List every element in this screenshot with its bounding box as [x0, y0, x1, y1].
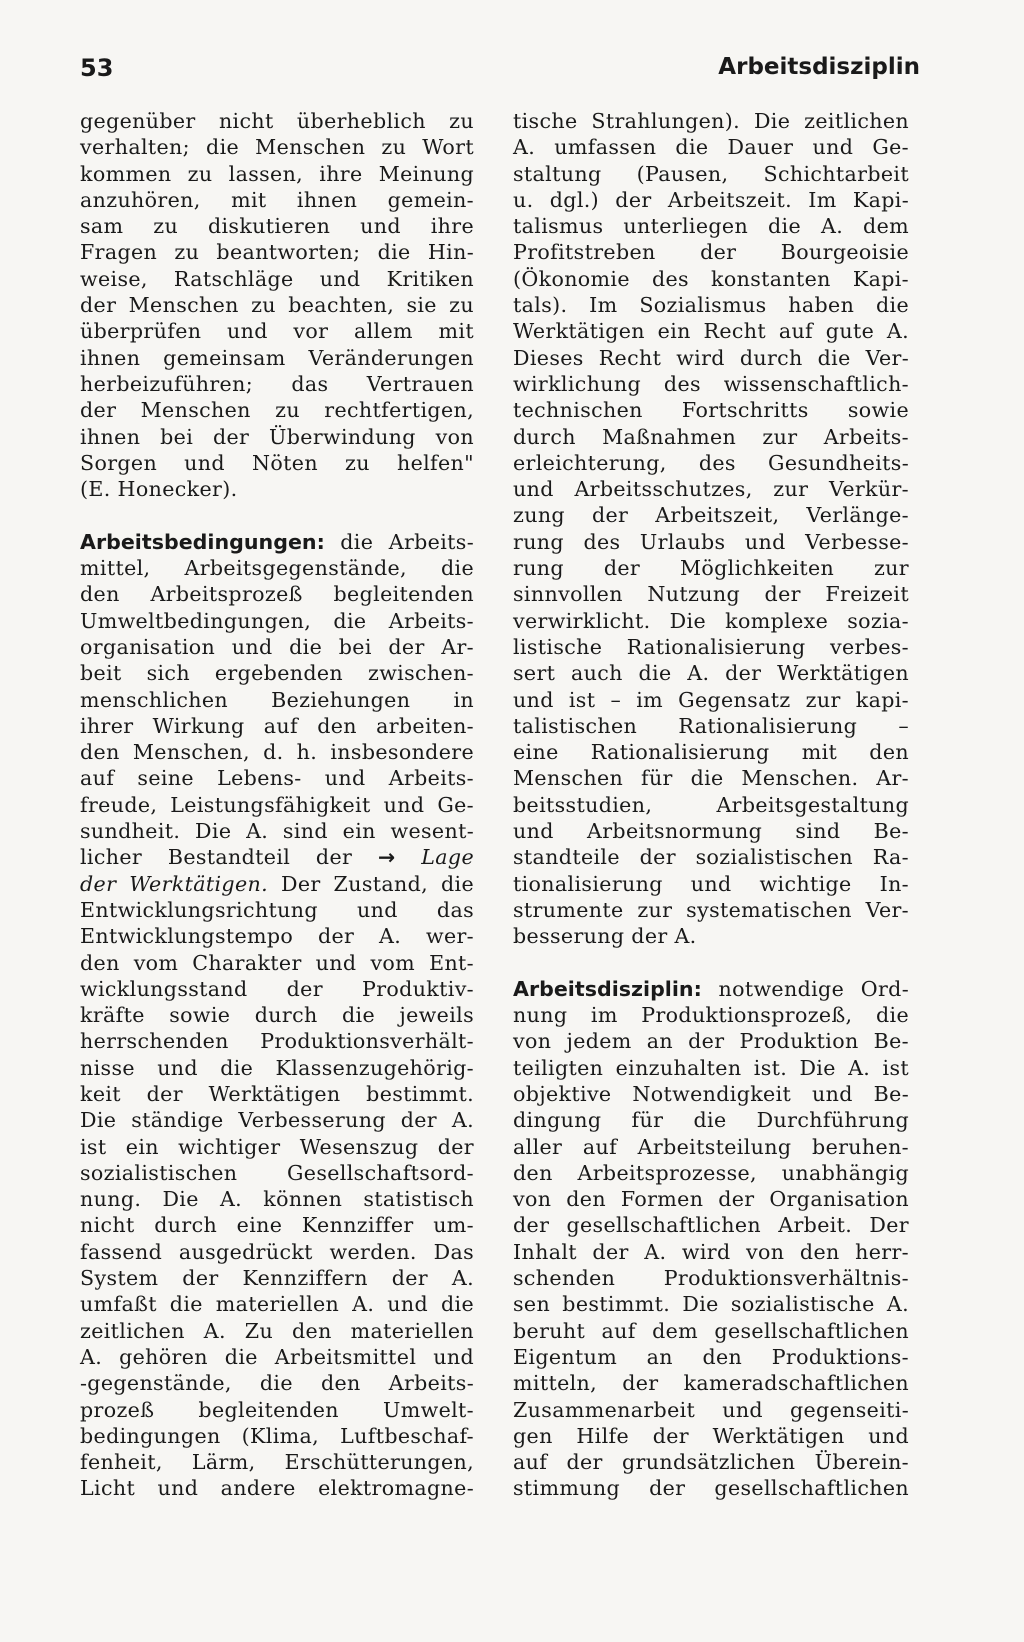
text-line: ihnen gemeinsam Veränderungen	[80, 345, 474, 370]
text-line: beit sich ergebenden zwischen-	[80, 661, 474, 686]
cross-reference-line	[80, 871, 474, 897]
text-line: zung der Arbeitszeit, Verlänge-	[513, 503, 909, 528]
text-line: prozeß begleitenden Umwelt-	[80, 1397, 474, 1422]
text-line: verwirklicht. Die komplexe sozia-	[513, 608, 909, 633]
text-line: Die ständige Verbesserung der A.	[80, 1108, 474, 1133]
text-line: standteile der sozialistischen Ra-	[513, 845, 909, 870]
text-line: umfaßt die materiellen A. und die	[80, 1292, 474, 1317]
text-line: (Ökonomie des konstanten Kapi-	[513, 266, 909, 291]
entry-first-line	[513, 976, 909, 1002]
text-line: sert auch die A. der Werktätigen	[513, 661, 909, 686]
text-line: kommen zu lassen, ihre Meinung	[80, 161, 474, 186]
text-line: ist ein wichtiger Wesenszug der	[80, 1134, 474, 1159]
entry-first-line	[80, 529, 474, 555]
paragraph-gap	[513, 950, 909, 976]
cross-reference-link[interactable]: Lage	[395, 845, 474, 870]
text-line: sozialistischen Gesellschaftsord-	[80, 1160, 474, 1185]
text-line: erleichterung, des Gesundheits-	[513, 450, 909, 475]
text-line: eine Rationalisierung mit den	[513, 740, 909, 765]
text-line: teiligten einzuhalten ist. Die A. ist	[513, 1055, 909, 1080]
paragraph-gap	[80, 502, 474, 528]
text-line: der gesellschaftlichen Arbeit. Der	[513, 1213, 909, 1238]
text-line: sen bestimmt. Die sozialistische A.	[513, 1292, 909, 1317]
cross-reference-line	[80, 844, 474, 870]
text-line: verhalten; die Menschen zu Wort	[80, 135, 474, 160]
text-line: Profitstreben der Bourgeoisie	[513, 240, 909, 265]
text-line: auf seine Lebens- und Arbeits-	[80, 766, 474, 791]
text-line: ihnen bei der Überwindung von	[80, 424, 474, 449]
text-line: organisation und die bei der Ar-	[80, 634, 474, 659]
text-line: nung. Die A. können statistisch	[80, 1187, 474, 1212]
running-head: Arbeitsdisziplin	[718, 54, 920, 80]
cross-reference-link[interactable]: der Werktätigen.	[80, 871, 269, 896]
text-line: sam zu diskutieren und ihre	[80, 214, 474, 239]
text-line: fassend ausgedrückt werden. Das	[80, 1239, 474, 1264]
text-line: u. dgl.) der Arbeitszeit. Im Kapi-	[513, 187, 909, 212]
text-line: Entwicklungstempo der A. wer-	[80, 924, 474, 949]
text-line: tionalisierung und wichtige In-	[513, 871, 909, 896]
text-line: rung des Urlaubs und Verbesse-	[513, 529, 909, 554]
text-line: nisse und die Klassenzugehörig-	[80, 1055, 474, 1080]
text-line: talistischen Rationalisierung –	[513, 713, 909, 738]
text-line: Inhalt der A. wird von den herr-	[513, 1239, 909, 1264]
text-line: Licht und andere elektromagne-	[80, 1476, 474, 1501]
text-line: A. gehören die Arbeitsmittel und	[80, 1344, 474, 1369]
text-line: besserung der A.	[513, 924, 697, 949]
text-line: Sorgen und Nöten zu helfen"	[80, 450, 474, 475]
text-line: den Menschen, d. h. insbesondere	[80, 740, 474, 765]
text-line: wicklungsstand der Produktiv-	[80, 976, 474, 1001]
ref-rest: Der Zustand, die	[268, 871, 474, 896]
page-header	[80, 54, 920, 90]
text-line: A. umfassen die Dauer und Ge-	[513, 135, 909, 160]
text-line: und Arbeitsschutzes, zur Verkür-	[513, 477, 909, 502]
arrow-icon: →	[377, 845, 396, 870]
text-line: bedingungen (Klima, Luftbeschaf-	[80, 1423, 474, 1448]
text-line: Werktätigen ein Recht auf gute A.	[513, 319, 909, 344]
left-column	[80, 108, 474, 1502]
text-line: herrschenden Produktionsverhält-	[80, 1029, 474, 1054]
text-line: ihrer Wirkung auf den arbeiten-	[80, 713, 474, 738]
text-line: und Arbeitsnormung sind Be-	[513, 819, 909, 844]
text-line: mittel, Arbeitsgegenstände, die	[80, 556, 474, 581]
text-line: schenden Produktionsverhältnis-	[513, 1266, 909, 1291]
text-line: von den Formen der Organisation	[513, 1187, 909, 1212]
text-line: und ist – im Gegensatz zur kapi-	[513, 687, 909, 712]
text-line: beruht auf dem gesellschaftlichen	[513, 1318, 909, 1343]
text-line: überprüfen und vor allem mit	[80, 319, 474, 344]
entry-term: Arbeitsbedingungen:	[80, 529, 325, 554]
text-line: wirklichung des wissenschaftlich-	[513, 371, 909, 396]
entry-first-rest: die Arbeits-	[324, 529, 474, 554]
text-line: objektive Notwendigkeit und Be-	[513, 1081, 909, 1106]
text-line: -gegenstände, die den Arbeits-	[80, 1371, 474, 1396]
text-line: mitteln, der kameradschaftlichen	[513, 1371, 909, 1396]
text-line: fenheit, Lärm, Erschütterungen,	[80, 1450, 474, 1475]
text-line: von jedem an der Produktion Be-	[513, 1029, 909, 1054]
text-line: strumente zur systematischen Ver-	[513, 897, 909, 922]
text-line: Entwicklungsrichtung und das	[80, 897, 474, 922]
text-line: rung der Möglichkeiten zur	[513, 556, 909, 581]
text-line: den Arbeitsprozeß begleitenden	[80, 582, 474, 607]
text-line: den Arbeitsprozesse, unabhängig	[513, 1160, 909, 1185]
text-line: sinnvollen Nutzung der Freizeit	[513, 582, 909, 607]
right-column	[513, 108, 909, 1502]
text-line: herbeizuführen; das Vertrauen	[80, 371, 474, 396]
text-line: (E. Honecker).	[80, 477, 238, 502]
text-line: System der Kennziffern der A.	[80, 1266, 474, 1291]
text-line: talismus unterliegen die A. dem	[513, 214, 909, 239]
text-line: der Menschen zu beachten, sie zu	[80, 293, 474, 318]
text-line: Menschen für die Menschen. Ar-	[513, 766, 909, 791]
text-line: dingung für die Durchführung	[513, 1108, 909, 1133]
text-line: nung im Produktionsprozeß, die	[513, 1003, 909, 1028]
text-line: Zusammenarbeit und gegenseiti-	[513, 1397, 909, 1422]
text-line: tals). Im Sozialismus haben die	[513, 293, 909, 318]
text-line: keit der Werktätigen bestimmt.	[80, 1081, 474, 1106]
text-line: Umweltbedingungen, die Arbeits-	[80, 608, 474, 633]
text-line: nicht durch eine Kennziffer um-	[80, 1213, 474, 1238]
entry-term: Arbeitsdisziplin:	[513, 976, 702, 1001]
text-line: freude, Leistungsfähigkeit und Ge-	[80, 792, 474, 817]
entry-first-rest: notwendige Ord-	[701, 976, 909, 1001]
text-line: auf der grundsätzlichen Überein-	[513, 1450, 909, 1475]
ref-prefix: licher Bestandteil der	[80, 845, 378, 870]
text-line: sundheit. Die A. sind ein wesent-	[80, 819, 474, 844]
text-line: Dieses Recht wird durch die Ver-	[513, 345, 909, 370]
text-line: aller auf Arbeitsteilung beruhen-	[513, 1134, 909, 1159]
text-line: gegenüber nicht überheblich zu	[80, 109, 474, 133]
text-line: listische Rationalisierung verbes-	[513, 634, 909, 659]
text-line: tische Strahlungen). Die zeitlichen	[513, 109, 909, 133]
text-line: durch Maßnahmen zur Arbeits-	[513, 424, 909, 449]
text-line: staltung (Pausen, Schichtarbeit	[513, 161, 909, 186]
text-line: Eigentum an den Produktions-	[513, 1344, 909, 1369]
text-line: technischen Fortschritts sowie	[513, 398, 909, 423]
text-line: kräfte sowie durch die jeweils	[80, 1003, 474, 1028]
text-line: der Menschen zu rechtfertigen,	[80, 398, 474, 423]
text-line: weise, Ratschläge und Kritiken	[80, 266, 474, 291]
text-line: zeitlichen A. Zu den materiellen	[80, 1318, 474, 1343]
page-number: 53	[80, 54, 114, 82]
text-line: menschlichen Beziehungen in	[80, 687, 474, 712]
text-line: beitsstudien, Arbeitsgestaltung	[513, 792, 909, 817]
text-line: den vom Charakter und vom Ent-	[80, 950, 474, 975]
text-line: stimmung der gesellschaftlichen	[513, 1476, 909, 1501]
text-line: Fragen zu beantworten; die Hin-	[80, 240, 474, 265]
text-line: gen Hilfe der Werktätigen und	[513, 1423, 909, 1448]
text-line: anzuhören, mit ihnen gemein-	[80, 187, 474, 212]
